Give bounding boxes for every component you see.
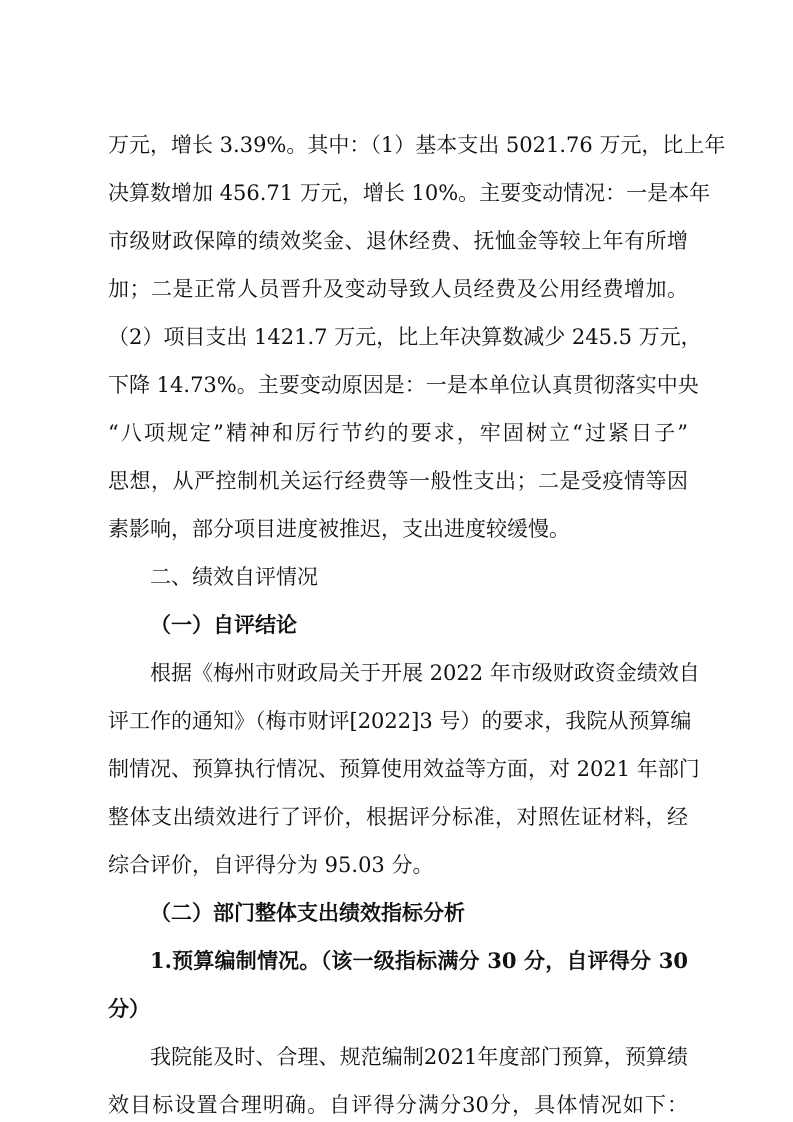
text-line: 加；二是正常人员晋升及变动导致人员经费及公用经费增加。 [108, 277, 688, 301]
text-line: 我院能及时、合理、规范编制2021年度部门预算，预算绩 [150, 1045, 688, 1069]
subsection-heading: （一）自评结论 [150, 612, 297, 637]
text-line: 素影响，部分项目进度被推迟，支出进度较缓慢。 [108, 517, 570, 541]
indicator-heading: 分） [108, 996, 150, 1021]
text-line: 制情况、预算执行情况、预算使用效益等方面，对 2021 年部门 [108, 757, 700, 781]
text-line: 效目标设置合理明确。自评得分满分30分，具体情况如下： [108, 1093, 688, 1117]
text-line: 市级财政保障的绩效奖金、退休经费、抚恤金等较上年有所增 [108, 229, 688, 253]
text-line: 综合评价，自评得分为 95.03 分。 [108, 853, 434, 877]
text-line: 根据《梅州市财政局关于开展 2022 年市级财政资金绩效自 [150, 661, 700, 685]
section-heading: 二、绩效自评情况 [150, 565, 318, 589]
text-line: 决算数增加 456.71 万元，增长 10%。主要变动情况：一是本年 [108, 181, 711, 205]
text-line: （2）项目支出 1421.7 万元，比上年决算数减少 245.5 万元， [108, 325, 702, 349]
indicator-heading: 1.预算编制情况。（该一级指标满分 30 分，自评得分 30 [150, 948, 688, 973]
text-line: 下降 14.73%。主要变动原因是：一是本单位认真贯彻落实中央 [108, 373, 699, 397]
text-line: “八项规定”精神和厉行节约的要求，牢固树立“过紧日子” [108, 421, 688, 445]
subsection-heading: （二）部门整体支出绩效指标分析 [150, 900, 465, 925]
text-line: 评工作的通知》（梅市财评[2022]3 号）的要求，我院从预算编 [108, 709, 692, 733]
text-line: 整体支出绩效进行了评价，根据评分标准，对照佐证材料，经 [108, 805, 688, 829]
text-line: 万元，增长 3.39%。其中：（1）基本支出 5021.76 万元，比上年 [108, 133, 726, 157]
text-line: 思想，从严控制机关运行经费等一般性支出；二是受疫情等因 [108, 469, 688, 493]
